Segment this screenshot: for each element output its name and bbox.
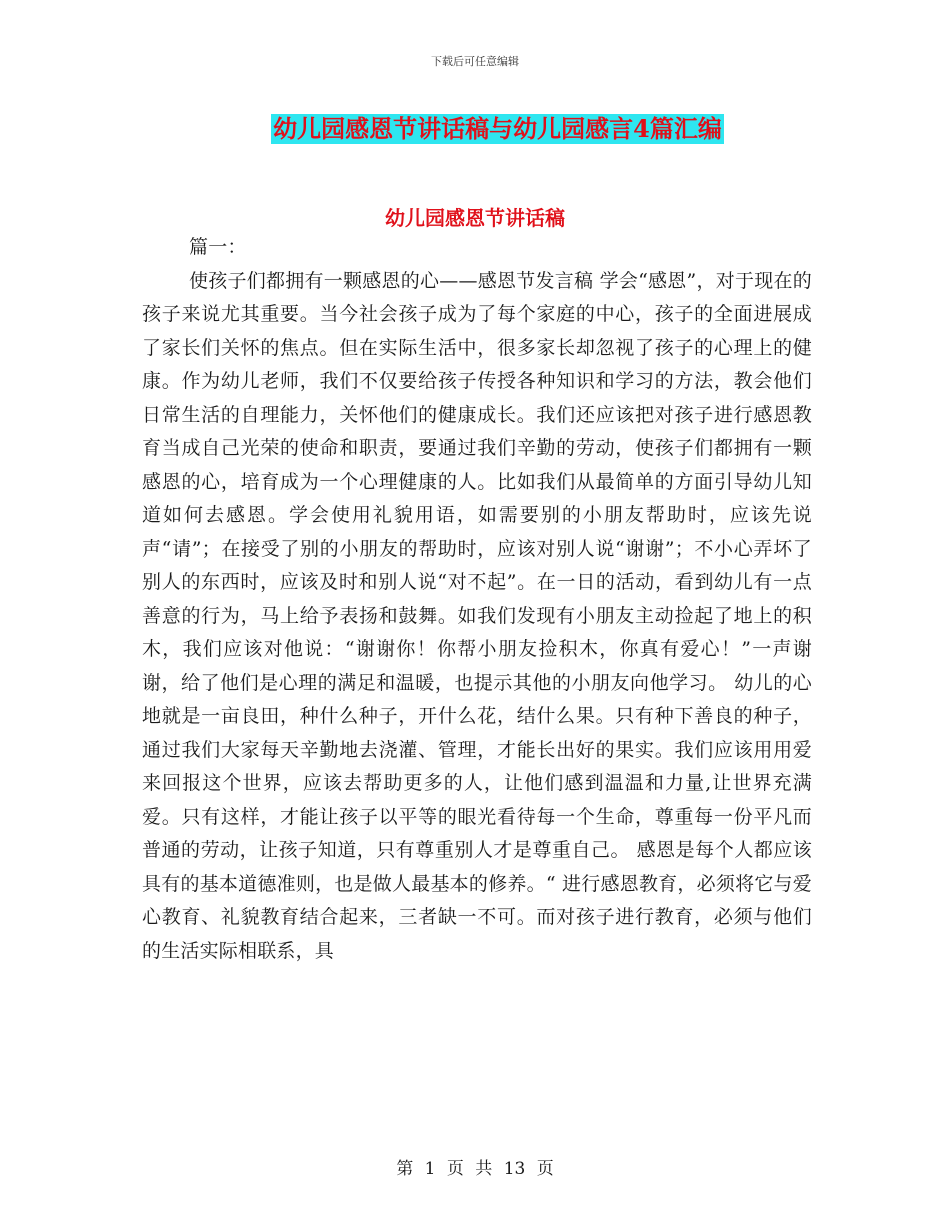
section-title: 幼儿园感恩节讲话稿 [385, 206, 565, 230]
document-body [142, 231, 812, 968]
page-number-footer: 第 1 页 共 13 页 [396, 1159, 554, 1179]
page-header-note: 下载后可任意编辑 [431, 55, 519, 68]
document-title-container [0, 114, 950, 144]
document-title: 幼儿园感恩节讲话稿与幼儿园感言4篇汇编 [273, 114, 722, 143]
body-paragraph: 使孩子们都拥有一颗感恩的心——感恩节发言稿 学会“感恩”，对于现在的孩子来说尤其重要。当今社会孩子成为了每个家庭的中心，孩子的全面进展成了家长们关怀的焦点。但在实际生活中，很多家长却忽视了孩子的心理上的健康。作为幼儿老师，我们不仅要给孩子传授各种知识和学习的方法，教会他们日常生活的自理能力，关怀他们的健康成长。我们还应该把对孩子进行感恩教育当成自己光荣的使命和职责，要通过我们辛勤的劳动，使孩子们都拥有一颗感恩的心，培育成为一个心理健康的人。比如我们从最简单的方面引导幼儿知道如何去感恩。学会使用礼貌用语，如需要别的小朋友帮助时，应该先说声“请”；在接受了别的小朋友的帮助时，应该对别人说“谢谢”；不小心弄坏了别人的东西时，应该及时和别人说“对不起”。在一日的活动，看到幼儿有一点善意的行为，马上给予表扬和鼓舞。如我们发现有小朋友主动捡起了地上的积木，我们应该对他说：“谢谢你！你帮小朋友捡积木，你真有爱心！”一声谢谢，给了他们是心理的满足和温暖，也提示其他的小朋友向他学习。 幼儿的心地就是一亩良田，种什么种子，开什么花，结什么果。只有种下善良的种子，通过我们大家每天辛勤地去浇灌、管理，才能长出好的果实。我们应该用用爱来回报这个世界，应该去帮助更多的人，让他们感到温温和力量,让世界充满爱。只有这样，才能让孩子以平等的眼光看待每一个生命，尊重每一份平凡而普通的劳动，让孩子知道，只有尊重别人才是尊重自己。 感恩是每个人都应该具有的基本道德准则，也是做人最基本的修养。“ 进行感恩教育，必须将它与爱心教育、礼貌教育结合起来，三者缺一不可。而对孩子进行教育，必须与他们的生活实际相联系，具 [142, 269, 812, 962]
subsection-label: 篇一： [189, 236, 247, 258]
